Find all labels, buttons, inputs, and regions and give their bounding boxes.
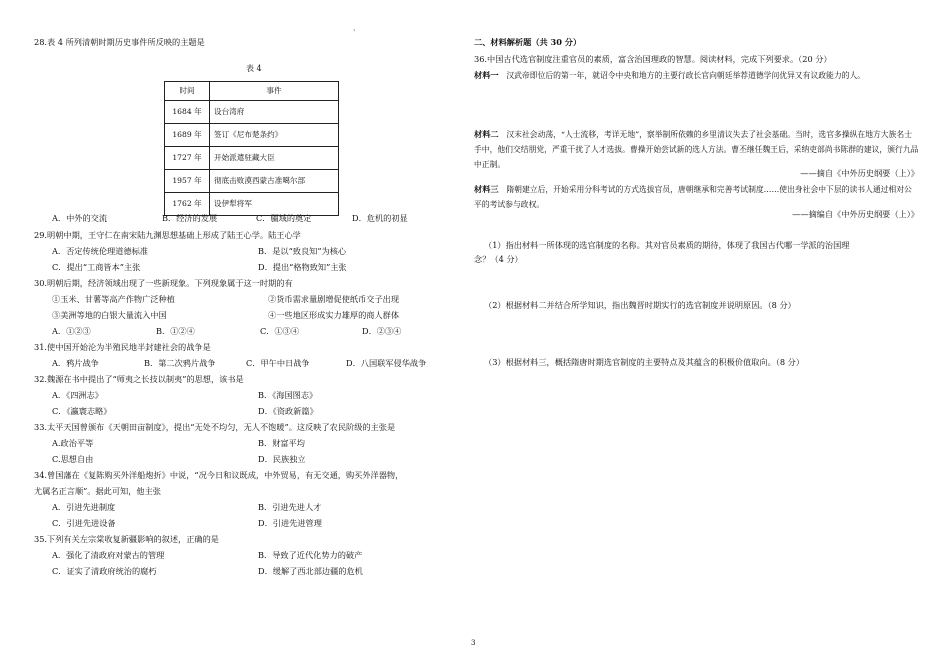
material-1-label: 材料一	[474, 70, 499, 80]
q28-option-c: C．疆域的奠定	[256, 213, 312, 223]
section-title: 二、材料解析题（共 30 分）	[474, 37, 582, 47]
q29-stem: 29.明朝中期，王守仁在南宋陆九渊思想基础上形成了陆王心学。陆王心学	[34, 230, 301, 240]
table-row	[165, 101, 339, 124]
material-2	[474, 127, 919, 172]
table-cell-event: 设伊犁将军	[210, 193, 339, 216]
q32-option-b: B．《海国图志》	[258, 390, 318, 400]
q33-option-c: C.思想自由	[52, 454, 94, 464]
table-header-time: 时间	[165, 82, 210, 101]
table-cell-time: 1727 年	[165, 147, 210, 170]
q30-option-d: D．②③④	[362, 326, 402, 336]
page-number: 3	[471, 639, 476, 647]
sub-question-1-cont: 念？（4 分）	[474, 254, 523, 264]
table-cell-time: 1684 年	[165, 101, 210, 124]
q30-stem: 30.明朝后期，经济领域出现了一些新现象。下列现象属于这一时期的有	[34, 278, 293, 288]
table-caption: 表 4	[246, 64, 262, 73]
q33-option-a: A.政治平等	[52, 438, 94, 448]
q35-option-c: C．证实了清政府统治的腐朽	[52, 566, 157, 576]
q28-option-a: A．中外的交流	[52, 213, 108, 223]
q29-option-d: D．提出“格物致知”主张	[258, 262, 347, 272]
material-1-text: 汉武帝即位后的第一年，就诏令中央和地方的主要行政长官向朝廷举荐道德学问优异又有议政能力的人。	[506, 71, 866, 80]
material-2-label: 材料二	[474, 129, 499, 139]
material-3-text: 隋朝建立后，开始采用分科考试的方式选拔官员，唐朝继承和完善考试制度……使出身社会中下层的读书人通过相对公平的考试参与政权。	[474, 185, 912, 209]
q28-stem: 28.表 4 所列清朝时期历史事件所反映的主题是	[34, 37, 205, 47]
q31-option-c: C．甲午中日战争	[246, 358, 310, 368]
q32-stem: 32.魏源在书中提出了“师夷之长技以制夷”的思想，该书是	[34, 374, 244, 384]
table-row	[165, 147, 339, 170]
q32-option-c: C．《瀛寰志略》	[52, 406, 112, 416]
table-cell-event: 开始派遣驻藏大臣	[210, 147, 339, 170]
sub-question-1: （1）指出材料一所体现的选官制度的名称。其对官员素质的期待，体现了我国古代哪一学派的治国理	[484, 240, 850, 250]
q35-option-b: B．导致了近代化势力的破产	[258, 550, 363, 560]
q30-item-3: ③美洲等地的白银大量流入中国	[52, 310, 167, 320]
q33-option-b: B．财富平均	[258, 438, 305, 448]
table-cell-event: 彻底击败漠西蒙古准噶尔部	[210, 170, 339, 193]
table-cell-time: 1957 年	[165, 170, 210, 193]
q30-option-c: C．①③④	[260, 326, 300, 336]
q30-item-4: ④一些地区形成实力雄厚的商人群体	[268, 310, 400, 320]
table-header-event: 事件	[210, 82, 339, 101]
q30-option-b: B．①②④	[156, 326, 195, 336]
q31-option-a: A．鸦片战争	[52, 358, 99, 368]
table-cell-time: 1762 年	[165, 193, 210, 216]
q34-stem-line2: 尤属名正言顺”。据此可知，他主张	[34, 486, 161, 496]
table-cell-time: 1689 年	[165, 124, 210, 147]
q33-stem: 33.太平天国曾颁布《天朝田亩制度》，提出“无处不均匀，无人不饱暖”。这反映了农民阶级的主张是	[34, 422, 396, 432]
q29-option-c: C．提出“工商皆本”主张	[52, 262, 141, 272]
q32-option-a: A．《四洲志》	[52, 390, 103, 400]
table-row	[165, 124, 339, 147]
material-3-source: ——摘编自《中外历史纲要（上）》	[792, 209, 919, 219]
q28-option-d: D．危机的初显	[352, 213, 408, 223]
material-2-source: ——摘自《中外历史纲要（上）》	[800, 168, 919, 178]
event-table	[164, 81, 339, 216]
q34-option-d: D．引进先进管理	[258, 518, 322, 528]
q31-stem: 31.使中国开始沦为半殖民地半封建社会的战争是	[34, 342, 211, 352]
material-3	[474, 182, 919, 212]
q34-stem-line1: 34.曾国藩在《复陈购买外洋船炮折》中说，“况今日和议既成，中外贸易，有无交通，购买外洋器物，	[34, 470, 404, 480]
q28-option-b: B．经济的发展	[162, 213, 218, 223]
table-cell-event: 设台湾府	[210, 101, 339, 124]
q30-item-2: ②货币需求量剧增促使纸币交子出现	[268, 294, 400, 304]
sub-question-3: （3）根据材料三，概括隋唐时期选官制度的主要特点及其蕴含的积极价值取向。（8 分）	[484, 357, 805, 367]
q30-option-a: A．①②③	[52, 326, 91, 336]
material-1	[474, 68, 919, 83]
q31-option-b: B．第二次鸦片战争	[144, 358, 216, 368]
q29-option-b: B．是以“致良知”为核心	[258, 246, 347, 256]
q34-option-c: C．引进先进设备	[52, 518, 116, 528]
q34-option-b: B．引进先进人才	[258, 502, 322, 512]
q31-option-d: D．八国联军侵华战争	[346, 358, 427, 368]
q34-option-a: A．引进先进制度	[52, 502, 116, 512]
sub-question-2: （2）根据材料二并结合所学知识，指出魏晋时期实行的选官制度并说明原因。（8 分）	[484, 300, 796, 310]
q33-option-d: D．民族独立	[258, 454, 306, 464]
table-row	[165, 170, 339, 193]
q30-item-1: ①玉米、甘薯等高产作物广泛种植	[52, 294, 175, 304]
table-cell-event: 签订《尼布楚条约》	[210, 124, 339, 147]
material-2-text: 汉末社会动荡，“人士流移，考详无地”，察举制所依赖的乡里清议失去了社会基础。当时，选官多操纵在地方大族名士手中，他们交结朋党，严重干扰了人才选拔。曹操开始尝试新的选人方法。曹丕继任魏王后，采纳吏部尚书陈群的建议，颁行九品中正制。	[474, 130, 919, 169]
q32-option-d: D．《资政新篇》	[258, 406, 318, 416]
header-mark: 、	[353, 24, 360, 32]
q36-stem: 36.中国古代选官制度注重官员的素质，富含治国理政的智慧。阅读材料，完成下列要求。（20 分）	[474, 54, 832, 64]
q35-option-d: D．缓解了西北部边疆的危机	[258, 566, 363, 576]
table-header-row	[165, 82, 339, 101]
q29-option-a: A．否定传统伦理道德标准	[52, 246, 148, 256]
material-3-label: 材料三	[474, 184, 499, 194]
q35-option-a: A．强化了清政府对蒙古的管理	[52, 550, 165, 560]
q35-stem: 35.下列有关左宗棠收复新疆影响的叙述，正确的是	[34, 534, 219, 544]
